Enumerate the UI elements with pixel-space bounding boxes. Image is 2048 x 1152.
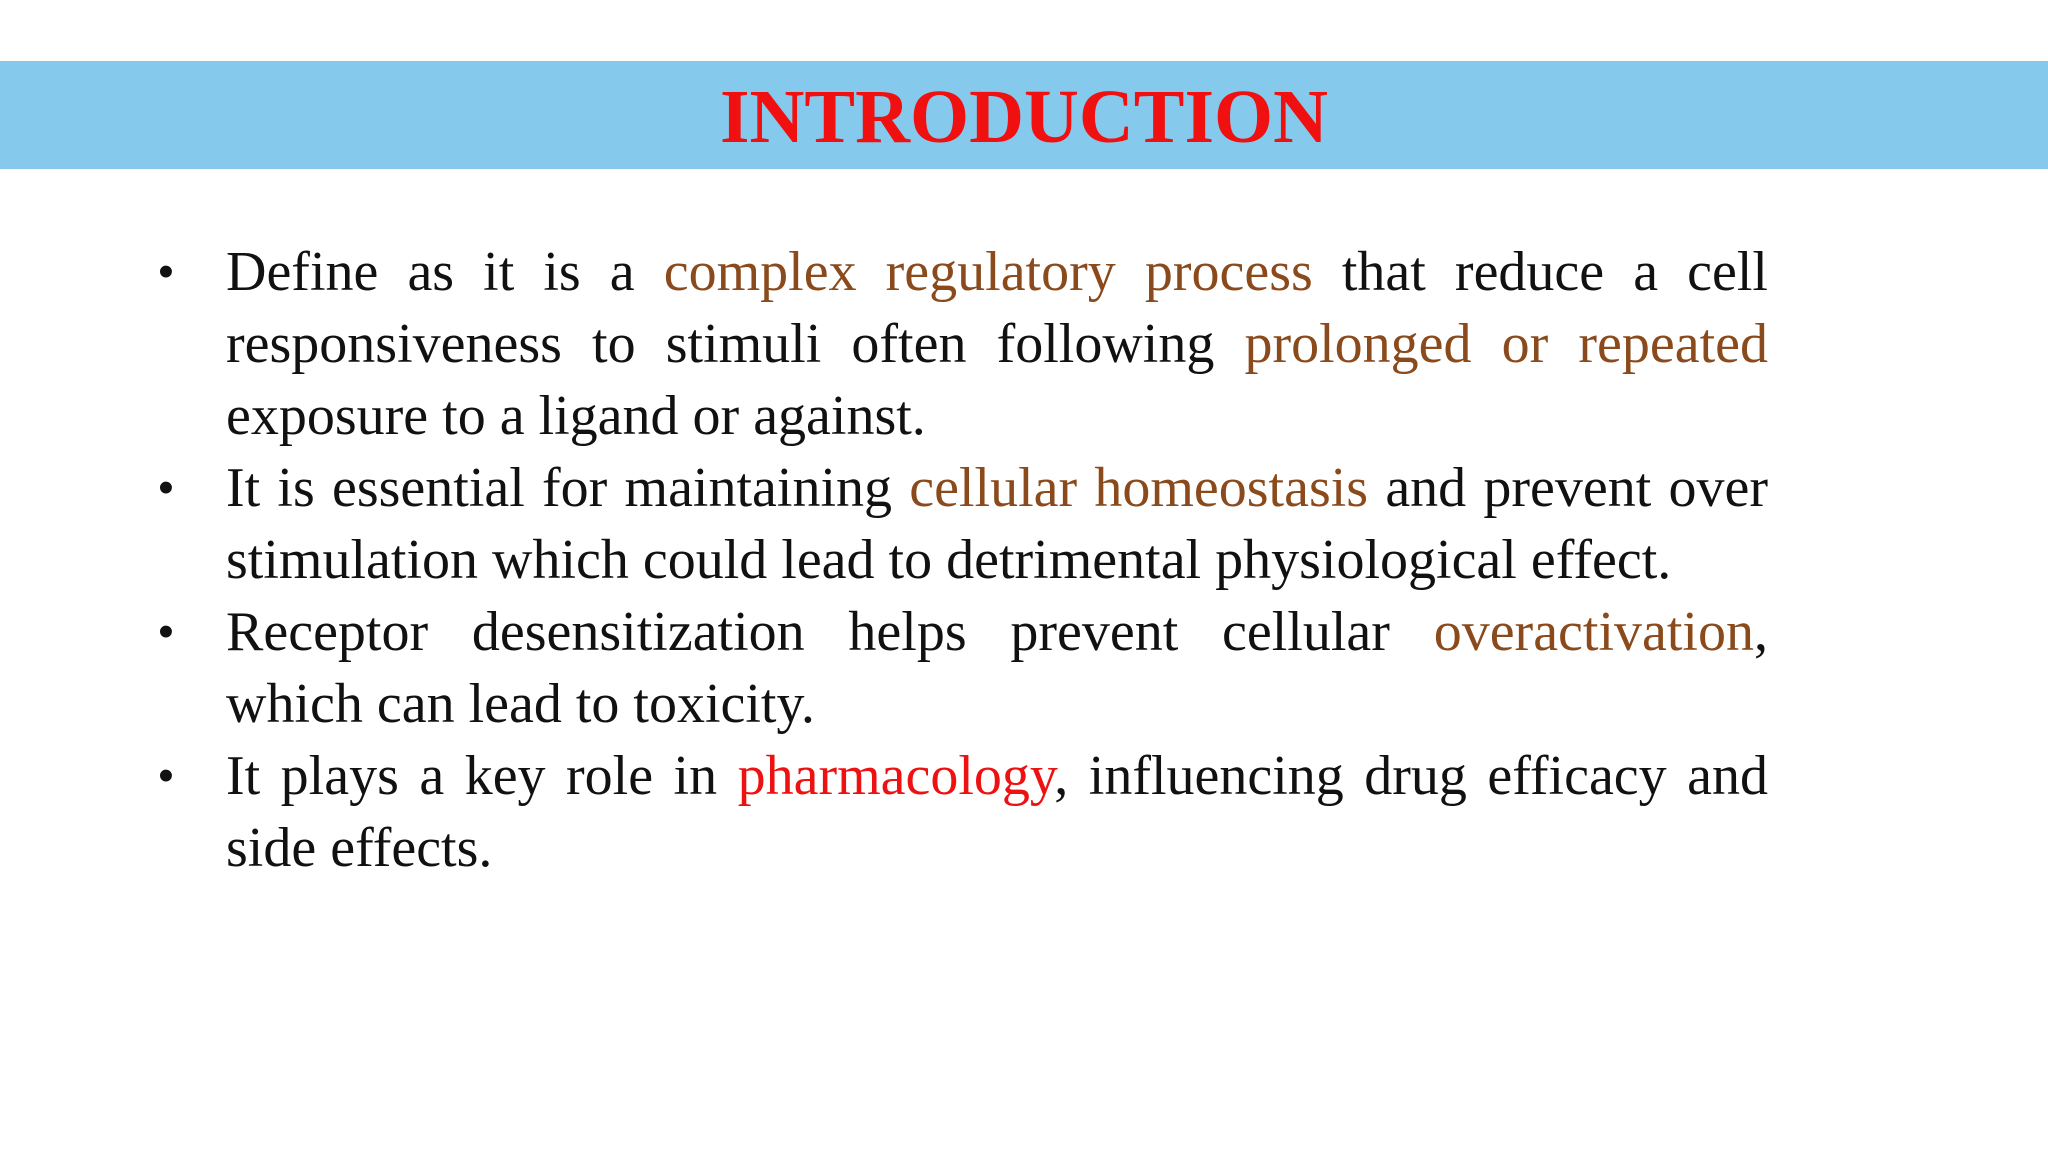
bullet-text: Receptor desensitization helps prevent cellular [226,601,1434,663]
bullet-item-definition [158,236,1769,452]
bullet-text: , which can lead to toxicity. [226,601,1768,735]
bullet-icon: • [158,607,174,656]
bullet-item-overactivation [158,596,1768,740]
bullet-item-pharmacology [158,740,1768,884]
bullet-text: It plays a key role in [226,745,738,807]
bullet-icon: • [158,247,174,296]
highlight-term: overactivation [1433,601,1754,663]
bullet-text: that reduce a cell responsiveness to stimuli often following [226,241,1768,375]
highlight-term: complex regulatory process [663,241,1313,303]
highlight-term: pharmacology [737,745,1055,807]
bullet-text: and prevent over stimulation which could lead to detrimental physiological effect. [226,457,1769,591]
bullet-item-homeostasis [158,452,1769,596]
highlight-term: cellular homeostasis [909,457,1369,519]
highlight-term: prolonged or repeated [1244,313,1769,375]
bullet-icon: • [158,463,174,512]
title-band [0,61,2048,169]
slide-title: INTRODUCTION [719,75,1329,159]
bullet-text: exposure to a ligand or against. [226,385,926,447]
bullet-list [158,236,1769,884]
bullet-text: It is essential for maintaining [226,457,910,519]
bullet-text: , influencing drug efficacy and side effects. [226,745,1768,879]
bullet-icon: • [158,751,174,800]
bullet-text: Define as it is a [226,241,664,303]
